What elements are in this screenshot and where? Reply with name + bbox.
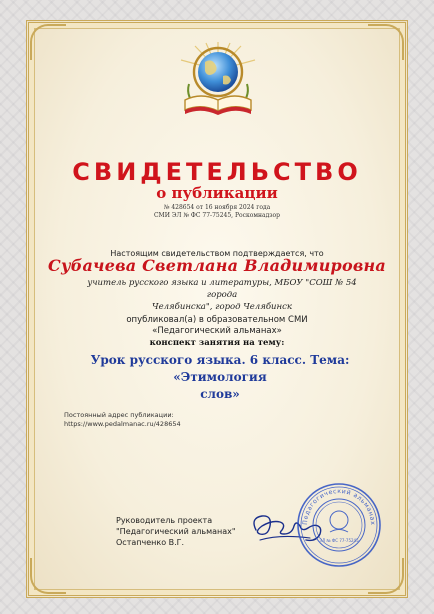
journal-name: «Педагогический альманах» — [152, 326, 282, 336]
head-name: Остапченко В.Г. — [116, 538, 185, 547]
media-registration: СМИ ЭЛ № ФС 77-75245, Роскомнадзор — [153, 212, 281, 219]
head-project: "Педагогический альманах" — [116, 527, 236, 536]
certificate-title: СВИДЕТЕЛЬСТВО — [72, 158, 362, 186]
stamp-center-text: ЭЛ № ФС 77-75245 — [319, 538, 359, 543]
seal-stamp-icon — [296, 482, 382, 568]
frame-corner-ornament — [30, 558, 66, 594]
publication-info — [0, 315, 434, 337]
address-url[interactable]: https://www.pedalmanac.ru/428654 — [64, 420, 181, 428]
topic-line: Урок русского языка. 6 класс. Тема: «Этимология — [90, 353, 350, 384]
topic-line: слов» — [200, 387, 240, 401]
recipient-name: Субачева Светлана Владимировна — [48, 256, 386, 275]
frame-corner-ornament — [30, 24, 66, 60]
stamp-ring-text: Педагогический альманах — [301, 487, 377, 526]
confirmation-text: Настоящим свидетельством подтверждается, что — [110, 249, 324, 258]
position-line: учитель русского языка и литературы, МБОУ "СОШ № 54 города — [87, 278, 357, 300]
position-line: Челябинска", город Челябинск — [152, 302, 292, 312]
publication-address — [64, 411, 181, 429]
topic-label: конспект занятия на тему: — [149, 338, 285, 348]
globe-book-emblem-icon — [175, 40, 261, 122]
head-role: Руководитель проекта — [116, 516, 213, 525]
recipient-position — [80, 277, 364, 313]
project-head — [116, 515, 236, 548]
address-label: Постоянный адрес публикации: — [64, 411, 174, 419]
registration-info — [0, 204, 434, 220]
publication-topic — [72, 352, 368, 403]
frame-corner-ornament — [368, 24, 404, 60]
published-in: опубликовал(а) в образовательном СМИ — [126, 315, 308, 325]
certificate-subtitle: о публикации — [156, 184, 278, 202]
registration-number: № 428654 от 16 ноября 2024 года — [163, 204, 271, 211]
